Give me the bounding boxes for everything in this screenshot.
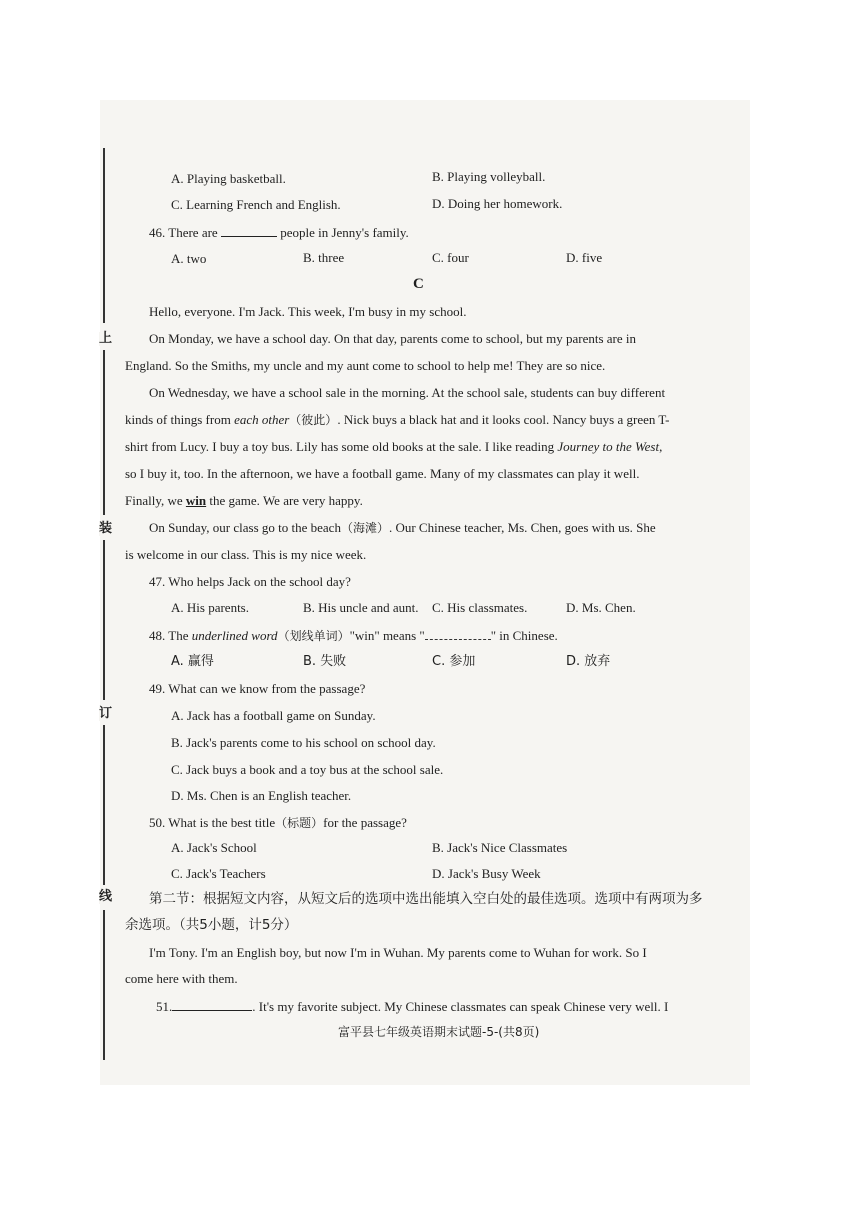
q50-option-d: D. Jack's Busy Week: [432, 866, 541, 881]
binding-line: [103, 725, 105, 885]
q47-option-c: C. His classmates.: [432, 600, 528, 615]
q51-line: [156, 998, 668, 1015]
q49-option-a: A. Jack has a football game on Sunday.: [171, 708, 376, 723]
q49-option-b: B. Jack's parents come to his school on school day.: [171, 735, 436, 750]
q50-option-a: A. Jack's School: [171, 840, 257, 855]
passage-text: shirt from Lucy. I buy a toy bus. Lily has some old books at the sale. I like reading: [125, 439, 558, 454]
q46-option-a: A. two: [171, 251, 207, 266]
q50-option-b: B. Jack's Nice Classmates: [432, 840, 568, 855]
q48-option-d: D. 放弃: [566, 654, 611, 669]
chinese-gloss: （划线单词）: [277, 629, 350, 643]
q50-text: 50. What is the best title: [149, 815, 276, 830]
section-instructions: 余选项。（共5小题，计5分）: [125, 917, 298, 933]
q48-stem: [149, 627, 558, 644]
passage-line: [125, 412, 669, 428]
answer-blank: [172, 998, 252, 1011]
q46-option-c: C. four: [432, 250, 469, 265]
passage-line: [149, 520, 656, 536]
passage-line: come here with them.: [125, 971, 238, 986]
binding-line: [103, 540, 105, 700]
passage-paragraph: Hello, everyone. I'm Jack. This week, I'm busy in my school.: [149, 304, 467, 319]
passage-text: Finally, we: [125, 493, 186, 508]
q50-stem: [149, 815, 407, 831]
passage-line: On Monday, we have a school day. On that day, parents come to school, but my parents are in: [149, 331, 637, 346]
page-footer: 富平县七年级英语期末试题-5-(共8页): [338, 1025, 540, 1039]
q49-stem: 49. What can we know from the passage?: [149, 681, 366, 696]
chinese-gloss: （彼此）: [289, 413, 338, 427]
q49-option-c: C. Jack buys a book and a toy bus at the school sale.: [171, 762, 444, 777]
chinese-gloss: （标题）: [275, 816, 324, 830]
exam-page: [100, 100, 750, 1085]
binding-margin-char: 订: [99, 706, 113, 721]
passage-text: . Our Chinese teacher, Ms. Chen, goes with us. She: [388, 520, 656, 535]
q48-option-c: C. 参加: [432, 654, 476, 669]
passage-text: the game. We are very happy.: [206, 493, 363, 508]
passage-line: On Wednesday, we have a school sale in the morning. At the school sale, students can buy different: [149, 385, 666, 400]
q48-text: " in Chinese.: [490, 628, 558, 643]
q50-text: for the passage?: [323, 815, 407, 830]
q46-stem: [149, 224, 409, 241]
binding-line: [103, 350, 105, 515]
q46-stem-pre: 46. There are: [149, 225, 221, 240]
q45-option-d: D. Doing her homework.: [432, 196, 563, 211]
passage-text: kinds of things from: [125, 412, 235, 427]
section-instructions: 第二节：根据短文内容，从短文后的选项中选出能填入空白处的最佳选项。选项中有两项为多: [149, 891, 703, 907]
q45-option-a: A. Playing basketball.: [171, 171, 286, 186]
answer-blank: [425, 627, 491, 640]
underlined-word: win: [185, 493, 207, 508]
passage-line: so I buy it, too. In the afternoon, we have a football game. Many of my classmates can play it well.: [125, 466, 640, 481]
q47-option-d: D. Ms. Chen.: [566, 600, 636, 615]
passage-text: On Sunday, our class go to the beach: [149, 520, 341, 535]
binding-margin-char: 上: [99, 331, 113, 346]
question-number: 51.: [156, 999, 173, 1014]
passage-line: [125, 439, 662, 455]
q47-option-b: B. His uncle and aunt.: [303, 600, 419, 615]
passage-text: . It's my favorite subject. My Chinese classmates can speak Chinese very well. I: [252, 999, 669, 1014]
emphasis-text: underlined word: [191, 628, 278, 643]
q45-option-b: B. Playing volleyball.: [432, 169, 546, 184]
q50-option-c: C. Jack's Teachers: [171, 866, 266, 881]
q48-text: "win" means ": [349, 628, 425, 643]
q48-option-a: A. 赢得: [171, 654, 214, 669]
q49-option-d: D. Ms. Chen is an English teacher.: [171, 788, 352, 803]
q48-option-b: B. 失败: [303, 654, 347, 669]
passage-text: . Nick buys a black hat and it looks cool. Nancy buys a green T-: [337, 412, 670, 427]
q46-option-b: B. three: [303, 250, 345, 265]
passage-line: I'm Tony. I'm an English boy, but now I'm in Wuhan. My parents come to Wuhan for work. So I: [149, 945, 647, 960]
passage-line: is welcome in our class. This is my nice week.: [125, 547, 367, 562]
book-title: Journey to the West: [557, 439, 660, 454]
q47-stem: 47. Who helps Jack on the school day?: [149, 574, 351, 589]
chinese-gloss: （海滩）: [340, 521, 389, 535]
q46-stem-post: people in Jenny's family.: [276, 225, 409, 240]
q45-option-c: C. Learning French and English.: [171, 197, 341, 212]
q46-option-d: D. five: [566, 250, 603, 265]
emphasis-text: each other: [234, 412, 290, 427]
section-title: C: [413, 276, 424, 292]
binding-line: [103, 910, 105, 1060]
binding-margin-char: 装: [99, 521, 113, 536]
passage-line: [125, 493, 363, 509]
q48-text: 48. The: [149, 628, 192, 643]
q47-option-a: A. His parents.: [171, 600, 249, 615]
passage-text: ,: [659, 439, 663, 454]
binding-line: [103, 148, 105, 323]
binding-margin-char: 线: [99, 889, 113, 904]
answer-blank: [221, 224, 277, 237]
passage-line: England. So the Smiths, my uncle and my aunt come to school to help me! They are so nice.: [125, 358, 606, 373]
